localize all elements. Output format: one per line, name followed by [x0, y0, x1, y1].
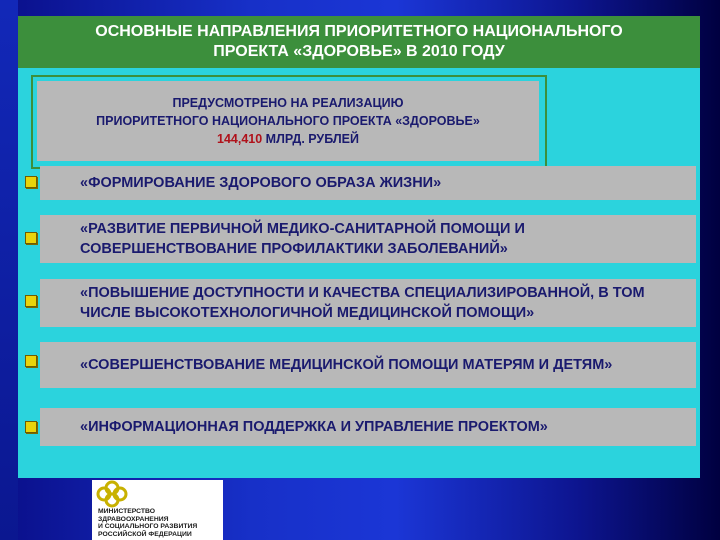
bullet-icon [25, 232, 37, 244]
list-item-text: «РАЗВИТИЕ ПЕРВИЧНОЙ МЕДИКО-САНИТАРНОЙ ПОМОЩИ И СОВЕРШЕНСТВОВАНИЕ ПРОФИЛАКТИКИ ЗАБОЛЕВАНИЙ» [80, 221, 525, 257]
logo-line-4: РОССИЙСКОЙ ФЕДЕРАЦИИ [98, 530, 192, 538]
summary-amount-line [37, 130, 539, 148]
bullet-icon [25, 421, 37, 433]
ministry-emblem-icon [92, 480, 223, 510]
summary-line-2: ПРИОРИТЕТНОГО НАЦИОНАЛЬНОГО ПРОЕКТА «ЗДОРОВЬЕ» [96, 114, 480, 128]
logo-line-2: ЗДРАВООХРАНЕНИЯ [98, 515, 169, 523]
bullet-icon [25, 355, 37, 367]
slide-panel [18, 16, 700, 478]
summary-unit: МЛРД. РУБЛЕЙ [262, 132, 359, 146]
slide-title: ОСНОВНЫЕ НАПРАВЛЕНИЯ ПРИОРИТЕТНОГО НАЦИОНАЛЬНОГО ПРОЕКТА «ЗДОРОВЬЕ» В 2010 ГОДУ [95, 23, 623, 60]
logo-line-1: МИНИСТЕРСТВО [98, 508, 156, 515]
list-item-text: «ИНФОРМАЦИОННАЯ ПОДДЕРЖКА И УПРАВЛЕНИЕ ПРОЕКТОМ» [80, 419, 548, 435]
summary-box [31, 75, 547, 169]
list-item [40, 215, 696, 263]
summary-line-1: ПРЕДУСМОТРЕНО НА РЕАЛИЗАЦИЮ [172, 96, 404, 110]
bullet-icon [25, 176, 37, 188]
bullet-icon [25, 295, 37, 307]
list-item-text: «ФОРМИРОВАНИЕ ЗДОРОВОГО ОБРАЗА ЖИЗНИ» [80, 175, 442, 191]
ministry-logo [92, 480, 223, 540]
summary-amount: 144,410 [217, 132, 263, 146]
list-item [40, 408, 696, 446]
summary-content [37, 81, 539, 161]
list-item [40, 166, 696, 200]
list-item [40, 279, 696, 327]
title-bar [18, 16, 700, 68]
list-item-text: «СОВЕРШЕНСТВОВАНИЕ МЕДИЦИНСКОЙ ПОМОЩИ МАТЕРЯМ И ДЕТЯМ» [80, 357, 613, 373]
list-item [40, 342, 696, 388]
left-decor-strip [0, 0, 18, 540]
logo-caption [98, 508, 222, 538]
list-item-text: «ПОВЫШЕНИЕ ДОСТУПНОСТИ И КАЧЕСТВА СПЕЦИАЛИЗИРОВАННОЙ, В ТОМ ЧИСЛЕ ВЫСОКОТЕХНОЛОГИЧНОЙ МЕДИЦИНСКОЙ ПОМОЩИ» [80, 285, 645, 321]
logo-line-3: И СОЦИАЛЬНОГО РАЗВИТИЯ [98, 523, 198, 530]
